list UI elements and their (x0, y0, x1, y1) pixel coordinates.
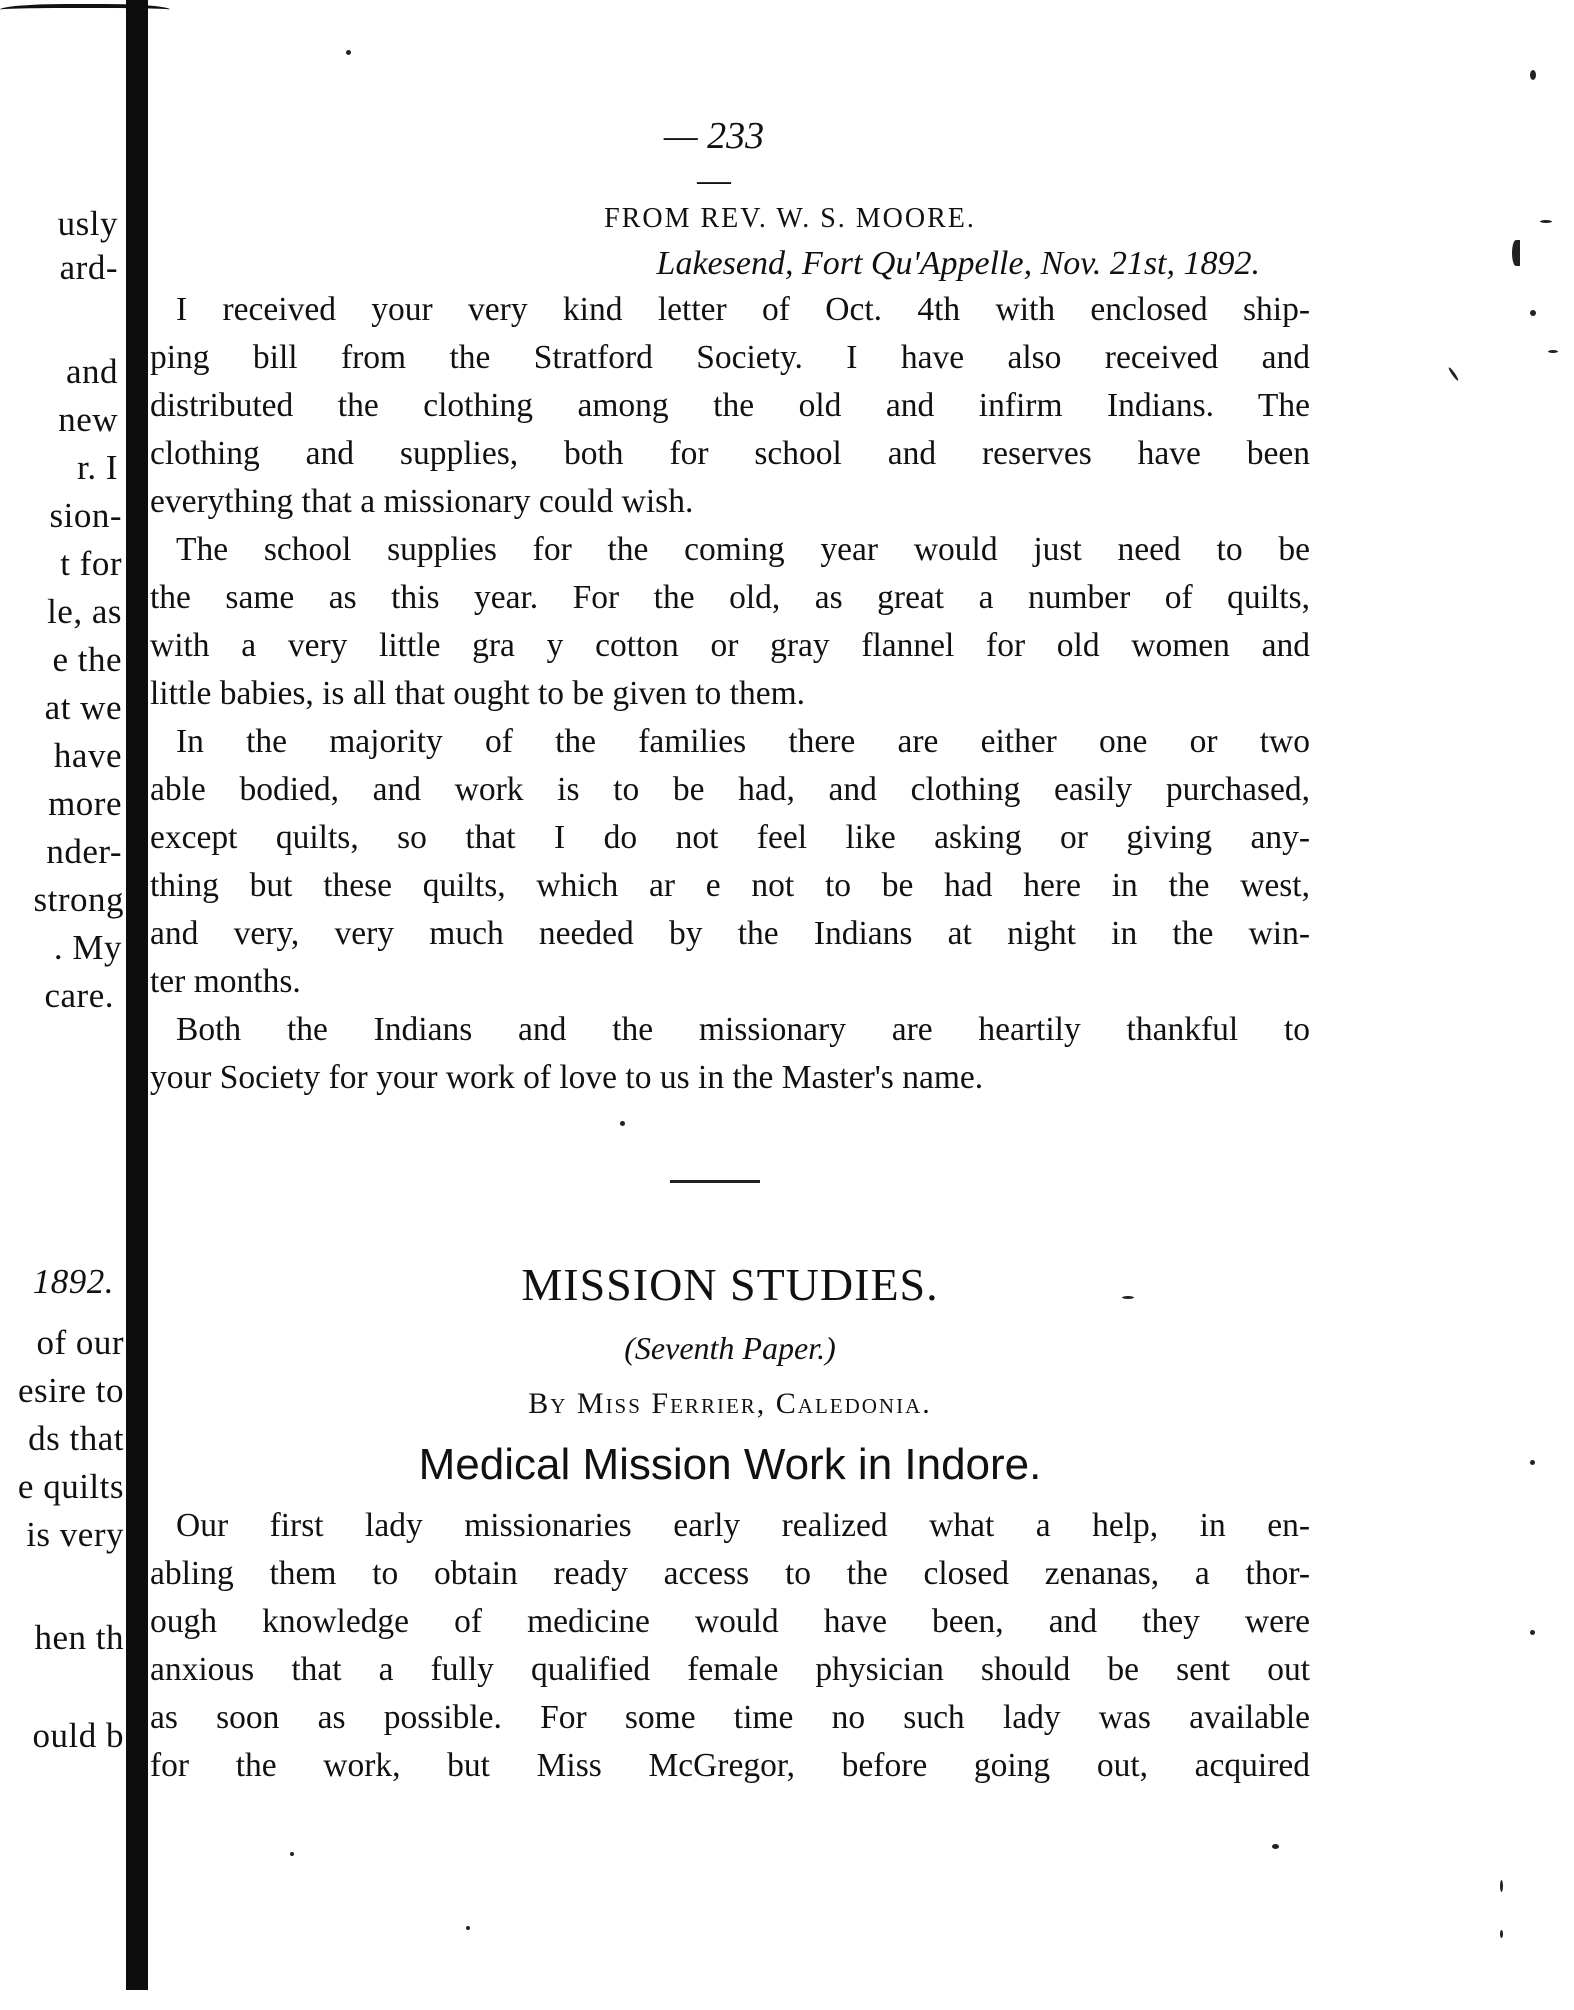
fragment-line: usly (57, 204, 118, 243)
text-line: with a very little gra y cotton or gray flannel for old women and (150, 627, 1310, 664)
page-number: — 233 — (663, 115, 765, 201)
section-title: MISSION STUDIES. (521, 1259, 939, 1310)
scan-speck (1530, 1630, 1535, 1635)
fragment-line: hen th (34, 1618, 124, 1657)
section-divider (670, 1180, 760, 1183)
section-author: By Miss Ferrier, Caledonia. (528, 1387, 932, 1420)
fragment-line: t for (60, 544, 122, 583)
letter-sender: FROM REV. W. S. MOORE. (604, 203, 976, 234)
section-subtitle: (Seventh Paper.) (624, 1330, 836, 1366)
scan-speck (1272, 1844, 1279, 1849)
fragment-line: nder- (46, 832, 122, 871)
scan-speck (1530, 310, 1536, 316)
text-line: I received your very kind letter of Oct. 4th with enclosed ship- (176, 291, 1310, 328)
scan-speck (1548, 350, 1558, 353)
fragment-line: sion- (49, 496, 122, 535)
fragment-line: strong (33, 880, 124, 919)
fragment-line: e quilts (17, 1467, 124, 1506)
article-paragraph (150, 1502, 1310, 1790)
fragment-line: le, as (47, 592, 122, 631)
fragment-line: is very (26, 1515, 124, 1554)
fragment-line: and (65, 352, 118, 391)
page-content (150, 0, 1310, 2010)
fragment-line: ould b (32, 1716, 124, 1755)
fragment-line: r. I (77, 448, 118, 487)
scan-speck (620, 1121, 625, 1126)
text-line: Both the Indians and the missionary are heartily thankful to (176, 1011, 1310, 1048)
text-line: The school supplies for the coming year would just need to be (176, 531, 1310, 568)
text-line: for the work, but Miss McGregor, before going out, acquired (150, 1747, 1310, 1784)
text-line: anxious that a fully qualified female physician should be sent out (150, 1651, 1310, 1688)
fragment-line: . My (53, 928, 122, 967)
fragment-line: care. (44, 976, 114, 1015)
scan-speck (466, 1926, 470, 1930)
fragment-line: 1892. (32, 1262, 114, 1301)
text-line: In the majority of the families there are either one or two (176, 723, 1310, 760)
scan-speck (1448, 367, 1460, 382)
text-line: clothing and supplies, both for school and reserves have been (150, 435, 1310, 472)
scan-speck (1500, 1930, 1503, 1938)
scan-speck (1530, 70, 1536, 80)
text-line: ter months. (150, 963, 301, 1000)
letter-paragraph (150, 718, 1310, 1006)
fragment-line: e the (52, 640, 122, 679)
letter-place-date: Lakesend, Fort Qu'Appelle, Nov. 21st, 1892. (656, 245, 1260, 282)
scan-speck (1530, 1460, 1535, 1465)
text-line: abling them to obtain ready access to the closed zenanas, a thor- (150, 1555, 1310, 1592)
scan-speck (290, 1852, 294, 1856)
text-line: except quilts, so that I do not feel like asking or giving any- (150, 819, 1310, 856)
text-line: as soon as possible. For some time no such lady was available (150, 1699, 1310, 1736)
text-line: everything that a missionary could wish. (150, 483, 694, 520)
text-line: distributed the clothing among the old and infirm Indians. The (150, 387, 1310, 424)
scan-speck (346, 50, 351, 55)
text-line: able bodied, and work is to be had, and clothing easily purchased, (150, 771, 1310, 808)
fragment-line: new (58, 400, 118, 439)
fragment-line: ard- (59, 248, 118, 287)
text-line: your Society for your work of love to us in the Master's name. (150, 1059, 984, 1096)
adjacent-page-fragments (0, 0, 126, 2010)
fragment-line: at we (44, 688, 122, 727)
text-line: little babies, is all that ought to be given to them. (150, 675, 806, 712)
text-line: and very, very much needed by the Indians at night in the win- (150, 915, 1310, 952)
text-line: ough knowledge of medicine would have been, and they were (150, 1603, 1310, 1640)
scan-speck (1540, 220, 1552, 223)
fragment-line: ds that (28, 1419, 124, 1458)
text-line: thing but these quilts, which ar e not to be had here in the west, (150, 867, 1310, 904)
fragment-line: esire to (17, 1371, 124, 1410)
text-line: Our first lady missionaries early realized what a help, in en- (176, 1507, 1310, 1544)
scan-speck (1122, 1296, 1134, 1299)
fragment-line: of our (36, 1323, 124, 1362)
fragment-line: more (48, 784, 122, 823)
text-line: the same as this year. For the old, as great a number of quilts, (150, 579, 1310, 616)
letter-paragraph (150, 526, 1310, 718)
text-line: ping bill from the Stratford Society. I have also received and (150, 339, 1310, 376)
fragment-line: have (53, 736, 122, 775)
letter-paragraph (150, 286, 1310, 526)
article-heading: Medical Mission Work in Indore. (418, 1440, 1042, 1489)
binding-gutter-shadow (126, 0, 148, 1990)
scan-speck (1512, 240, 1520, 266)
scan-speck (1500, 1880, 1503, 1892)
letter-paragraph (150, 1006, 1310, 1102)
